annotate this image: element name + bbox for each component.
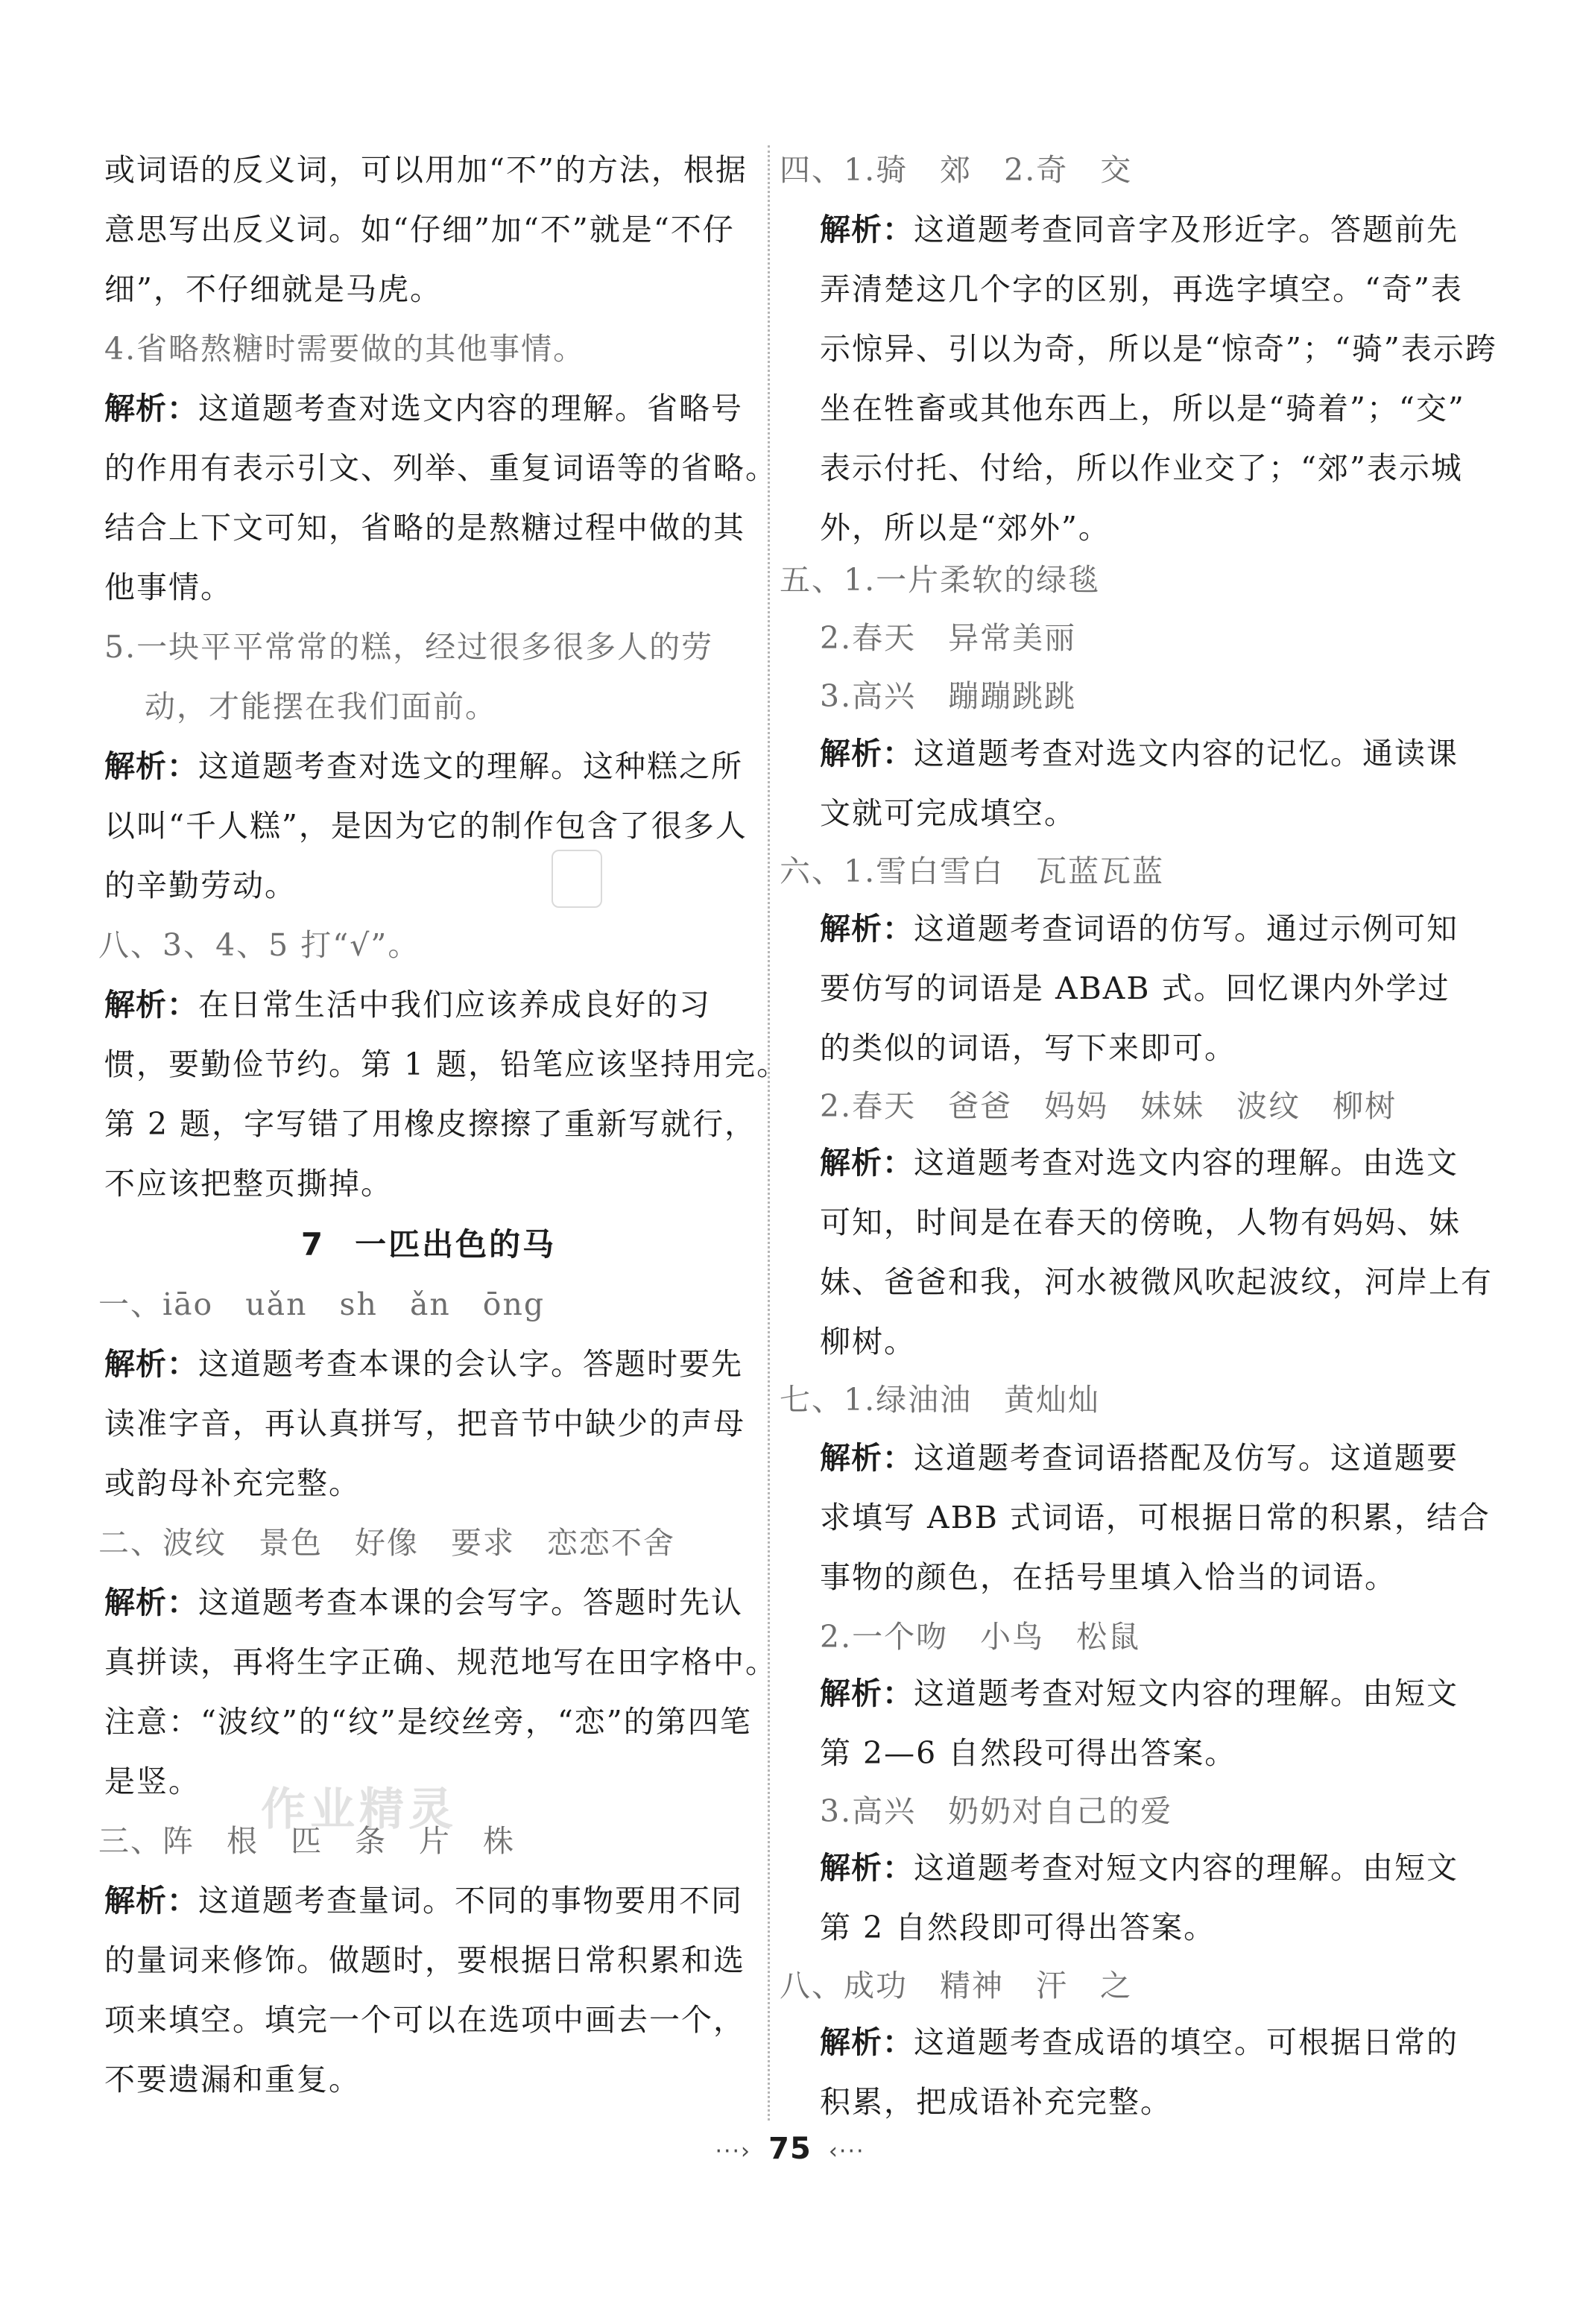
answer-line: 3.高兴 蹦蹦跳跳 xyxy=(820,678,1077,714)
lesson-title: 一匹出色的马 xyxy=(355,1226,557,1263)
right-arrow-icon: ···› xyxy=(715,2138,752,2164)
text-line: 是竖。 xyxy=(104,1763,200,1799)
text-line: 积累，把成语补充完整。 xyxy=(820,2084,1172,2120)
answer-line: 六、1.雪白雪白 瓦蓝瓦蓝 xyxy=(780,853,1165,889)
text-line: 以叫“千人糕”，是因为它的制作包含了很多人 xyxy=(104,808,748,844)
analysis-label: 解析： xyxy=(104,1346,198,1382)
page-number: 75 xyxy=(768,2132,812,2166)
text-line: 注意：“波纹”的“纹”是绞丝旁，“恋”的第四笔 xyxy=(104,1704,752,1740)
answer-line: 三、阵 根 匹 条 片 株 xyxy=(98,1823,515,1859)
answer-line: 八、3、4、5 打“√”。 xyxy=(98,927,420,963)
watermark: 作业精灵 xyxy=(261,1784,458,1836)
text-line: 外，所以是“郊外”。 xyxy=(820,510,1110,546)
text-line: 妹、爸爸和我，河水被微风吹起波纹，河岸上有 xyxy=(820,1264,1493,1300)
analysis-label: 解析： xyxy=(820,736,914,771)
answer-line: 3.高兴 奶奶对自己的爱 xyxy=(820,1793,1173,1829)
answer-line: 5.一块平平常常的糕，经过很多很多人的劳 xyxy=(104,629,714,665)
answer-line: 四、1.骑 郊 2.奇 交 xyxy=(780,152,1133,188)
analysis-label: 解析： xyxy=(104,391,198,426)
analysis-line: 解析：这道题考查本课的会写字。答题时先认 xyxy=(104,1585,743,1620)
text-line: 或韵母补充完整。 xyxy=(104,1465,361,1501)
answer-line: 七、1.绿油油 黄灿灿 xyxy=(780,1382,1101,1418)
text-line: 第 2 自然段即可得出答案。 xyxy=(820,1910,1216,1945)
text-line: 惯，要勤俭节约。第 1 题，铅笔应该坚持用完。 xyxy=(104,1046,789,1082)
analysis-line: 解析：这道题考查词语的仿写。通过示例可知 xyxy=(820,911,1459,947)
text-line: 细”，不仔细就是马虎。 xyxy=(104,271,442,307)
text-line: 表示付托、付给，所以作业交了；“郊”表示城 xyxy=(820,450,1463,486)
analysis-label: 解析： xyxy=(820,911,914,947)
analysis-label: 解析： xyxy=(104,748,198,784)
text-line: 不应该把整页撕掉。 xyxy=(104,1166,393,1202)
answer-line: 2.春天 爸爸 妈妈 妹妹 波纹 柳树 xyxy=(820,1088,1397,1124)
text-line: 第 2—6 自然段可得出答案。 xyxy=(820,1735,1237,1771)
text-line: 或词语的反义词，可以用加“不”的方法，根据 xyxy=(104,152,748,188)
column-divider xyxy=(768,145,770,2121)
text-line: 的类似的词语，写下来即可。 xyxy=(820,1030,1236,1066)
left-arrow-icon: ‹··· xyxy=(828,2138,865,2164)
analysis-line: 解析：这道题考查量词。不同的事物要用不同 xyxy=(104,1883,743,1919)
analysis-label: 解析： xyxy=(820,1676,914,1711)
text-line: 弄清楚这几个字的区别，再选字填空。“奇”表 xyxy=(820,271,1463,307)
text-line: 不要遗漏和重复。 xyxy=(104,2062,361,2097)
analysis-label: 解析： xyxy=(820,1145,914,1181)
analysis-label: 解析： xyxy=(104,1585,198,1620)
analysis-line: 解析：这道题考查对短文内容的理解。由短文 xyxy=(820,1676,1459,1711)
analysis-line: 解析：这道题考查词语搭配及仿写。这道题要 xyxy=(820,1440,1459,1476)
analysis-line: 解析：这道题考查对选文内容的理解。由选文 xyxy=(820,1145,1459,1181)
text-line: 的量词来修饰。做题时，要根据日常积累和选 xyxy=(104,1942,745,1978)
text-line: 意思写出反义词。如“仔细”加“不”就是“不仔 xyxy=(104,212,735,247)
analysis-label: 解析： xyxy=(104,987,198,1023)
text-line: 读准字音，再认真拼写，把音节中缺少的声母 xyxy=(104,1406,745,1442)
text-line: 柳树。 xyxy=(820,1324,916,1360)
answer-line: 五、1.一片柔软的绿毯 xyxy=(780,562,1101,598)
analysis-line: 解析：这道题考查对选文内容的记忆。通读课 xyxy=(820,736,1459,771)
analysis-line: 解析：这道题考查对短文内容的理解。由短文 xyxy=(820,1850,1459,1886)
text-line: 第 2 题，字写错了用橡皮擦擦了重新写就行， xyxy=(104,1106,757,1142)
page-footer xyxy=(0,2132,1580,2166)
analysis-line: 解析：这道题考查对选文的理解。这种糕之所 xyxy=(104,748,743,784)
answer-line: 4.省略熬糖时需要做的其他事情。 xyxy=(104,331,586,367)
answer-line: 八、成功 精神 汗 之 xyxy=(780,1968,1132,2003)
text-line: 的辛勤劳动。 xyxy=(104,868,297,903)
text-line: 要仿写的词语是 ABAB 式。回忆课内外学过 xyxy=(820,970,1450,1006)
text-line: 结合上下文可知，省略的是熬糖过程中做的其 xyxy=(104,510,745,546)
analysis-line: 解析：这道题考查成语的填空。可根据日常的 xyxy=(820,2024,1459,2060)
answer-line: 动，才能摆在我们面前。 xyxy=(145,689,497,724)
text-line: 可知，时间是在春天的傍晚，人物有妈妈、妹 xyxy=(820,1204,1461,1240)
text-line: 项来填空。填完一个可以在选项中画去一个， xyxy=(104,2002,745,2038)
analysis-label: 解析： xyxy=(820,1850,914,1886)
text-line: 求填写 ABB 式词语，可根据日常的积累，结合 xyxy=(820,1500,1491,1535)
analysis-line: 解析：这道题考查同音字及形近字。答题前先 xyxy=(820,212,1459,247)
text-line: 事物的颜色，在括号里填入恰当的词语。 xyxy=(820,1559,1397,1595)
analysis-label: 解析： xyxy=(820,1440,914,1476)
lesson-number: 7 xyxy=(300,1226,326,1263)
answer-line: 2.春天 异常美丽 xyxy=(820,620,1077,656)
text-line: 文就可完成填空。 xyxy=(820,795,1076,831)
text-line: 真拼读，再将生字正确、规范地写在田字格中。 xyxy=(104,1644,777,1680)
lesson-heading xyxy=(104,1225,753,1265)
analysis-line: 解析：这道题考查本课的会认字。答题时要先 xyxy=(104,1346,743,1382)
analysis-line: 解析：这道题考查对选文内容的理解。省略号 xyxy=(104,391,743,426)
analysis-label: 解析： xyxy=(820,212,914,247)
analysis-label: 解析： xyxy=(104,1883,198,1919)
watermark-stamp xyxy=(552,850,602,908)
analysis-line: 解析：在日常生活中我们应该养成良好的习 xyxy=(104,987,711,1023)
text-line: 的作用有表示引文、列举、重复词语等的省略。 xyxy=(104,450,777,486)
answer-line: 二、波纹 景色 好像 要求 恋恋不舍 xyxy=(98,1525,675,1561)
analysis-label: 解析： xyxy=(820,2024,914,2060)
text-line: 坐在牲畜或其他东西上，所以是“骑着”；“交” xyxy=(820,391,1465,426)
answer-line: 一、iāo uǎn sh ǎn ōng xyxy=(98,1286,546,1322)
text-line: 他事情。 xyxy=(104,569,233,605)
answer-line: 2.一个吻 小鸟 松鼠 xyxy=(820,1619,1141,1655)
text-line: 示惊异、引以为奇，所以是“惊奇”；“骑”表示跨 xyxy=(820,331,1497,367)
